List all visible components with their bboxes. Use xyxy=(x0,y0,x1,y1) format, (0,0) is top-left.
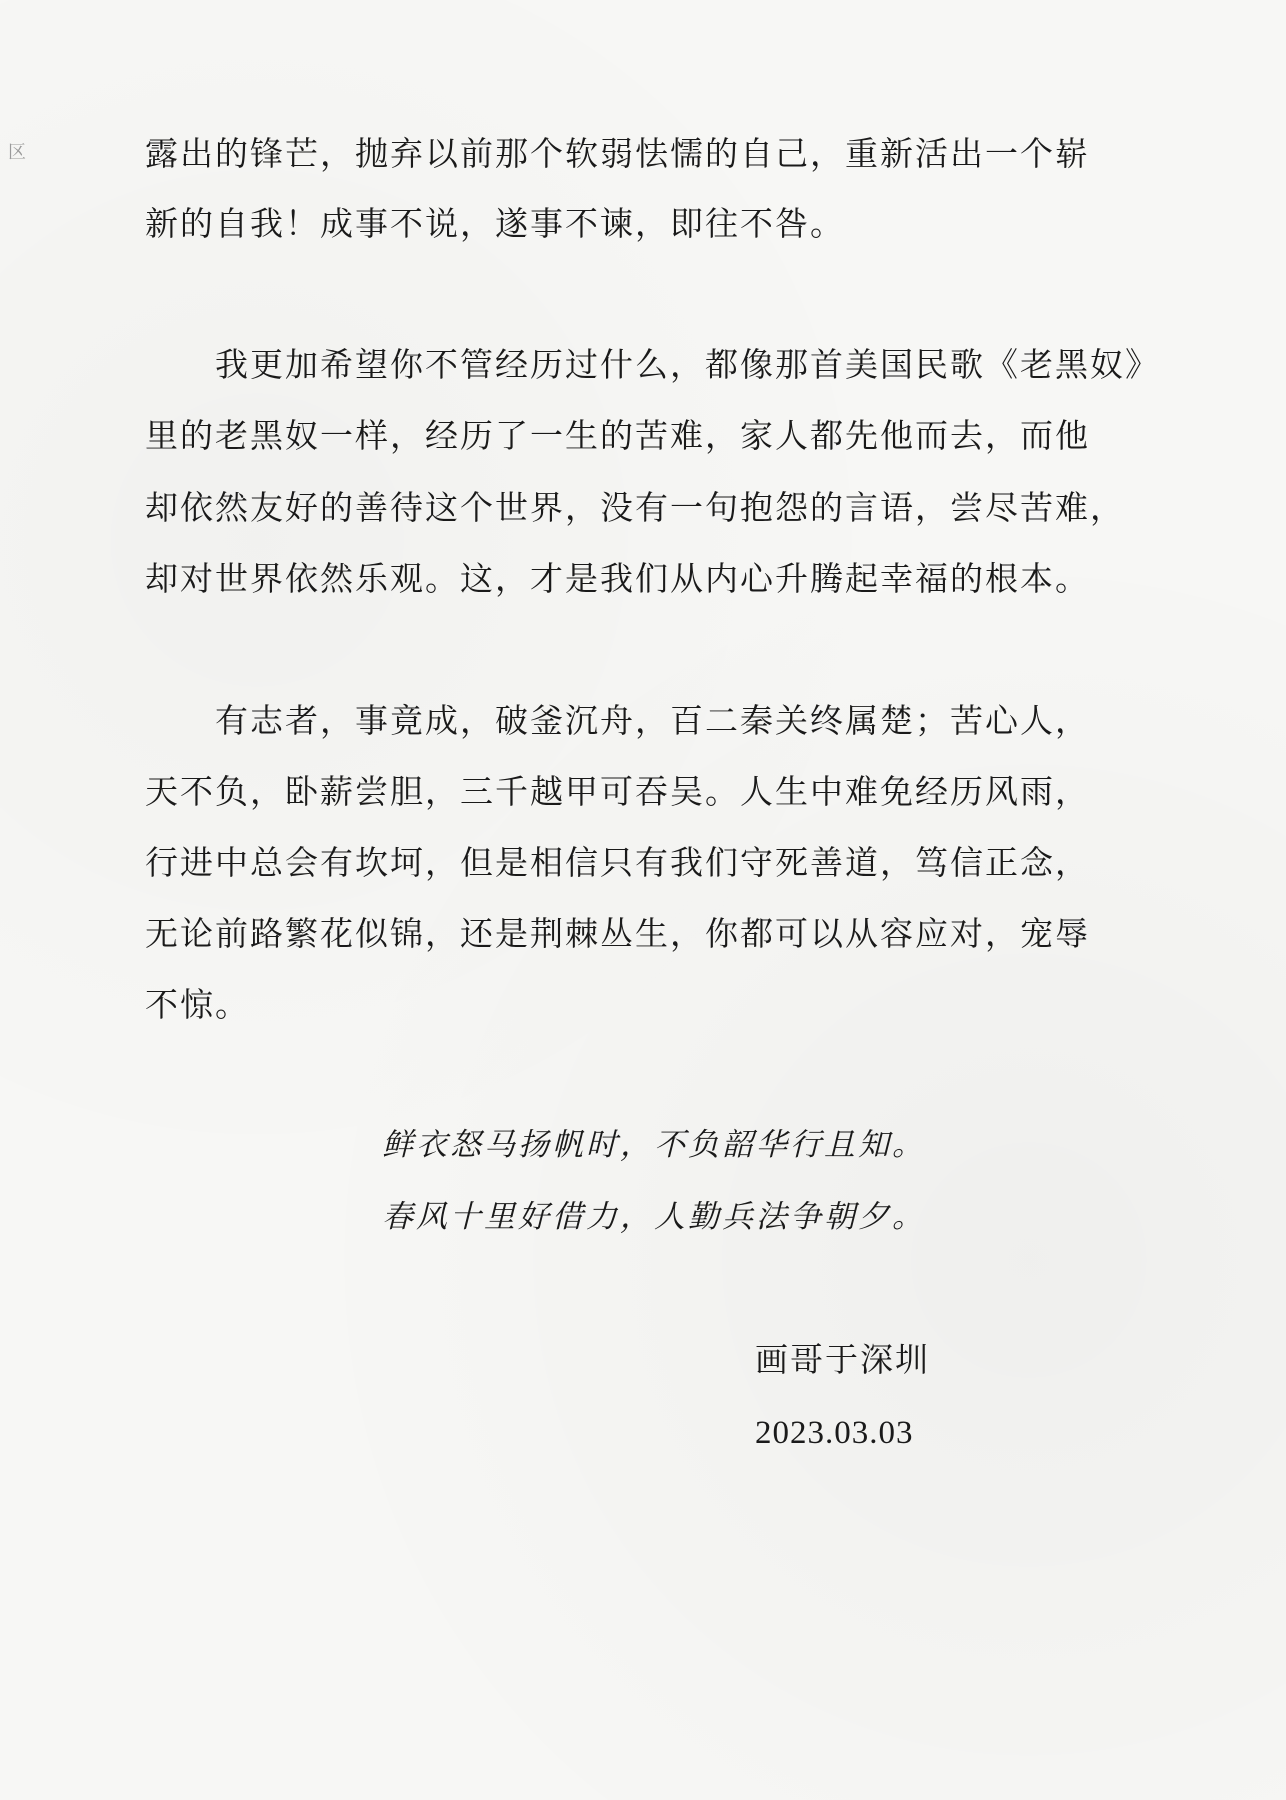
signature: 画哥于深圳 xyxy=(755,1340,930,1379)
paragraph-1-line-2: 新的自我！成事不说，遂事不谏，即往不咎。 xyxy=(145,204,845,243)
date: 2023.03.03 xyxy=(755,1415,914,1451)
paragraph-3-line-5: 不惊。 xyxy=(145,985,250,1024)
paragraph-3-line-1: 有志者，事竟成，破釜沉舟，百二秦关终属楚；苦心人， xyxy=(145,701,1090,740)
paragraph-2-line-1: 我更加希望你不管经历过什么，都像那首美国民歌《老黑奴》 xyxy=(145,345,1160,384)
poem-line-1: 鲜衣怒马扬帆时，不负韶华行且知。 xyxy=(382,1127,926,1163)
paragraph-1-line-1: 露出的锋芒，抛弃以前那个软弱怯懦的自己，重新活出一个崭 xyxy=(145,134,1090,173)
paragraph-3-line-3: 行进中总会有坎坷，但是相信只有我们守死善道，笃信正念， xyxy=(145,843,1090,882)
paragraph-3-line-4: 无论前路繁花似锦，还是荆棘丛生，你都可以从容应对，宠辱 xyxy=(145,914,1090,953)
paragraph-2-line-3: 却依然友好的善待这个世界，没有一句抱怨的言语，尝尽苦难， xyxy=(145,488,1125,527)
paragraph-2-line-2: 里的老黑奴一样，经历了一生的苦难，家人都先他而去，而他 xyxy=(145,416,1090,455)
paragraph-3-line-2: 天不负，卧薪尝胆，三千越甲可吞吴。人生中难免经历风雨， xyxy=(145,772,1090,811)
paragraph-2-line-4: 却对世界依然乐观。这，才是我们从内心升腾起幸福的根本。 xyxy=(145,559,1090,598)
margin-mark: 区 xyxy=(8,142,26,163)
poem-line-2: 春风十里好借力，人勤兵法争朝夕。 xyxy=(382,1199,926,1235)
